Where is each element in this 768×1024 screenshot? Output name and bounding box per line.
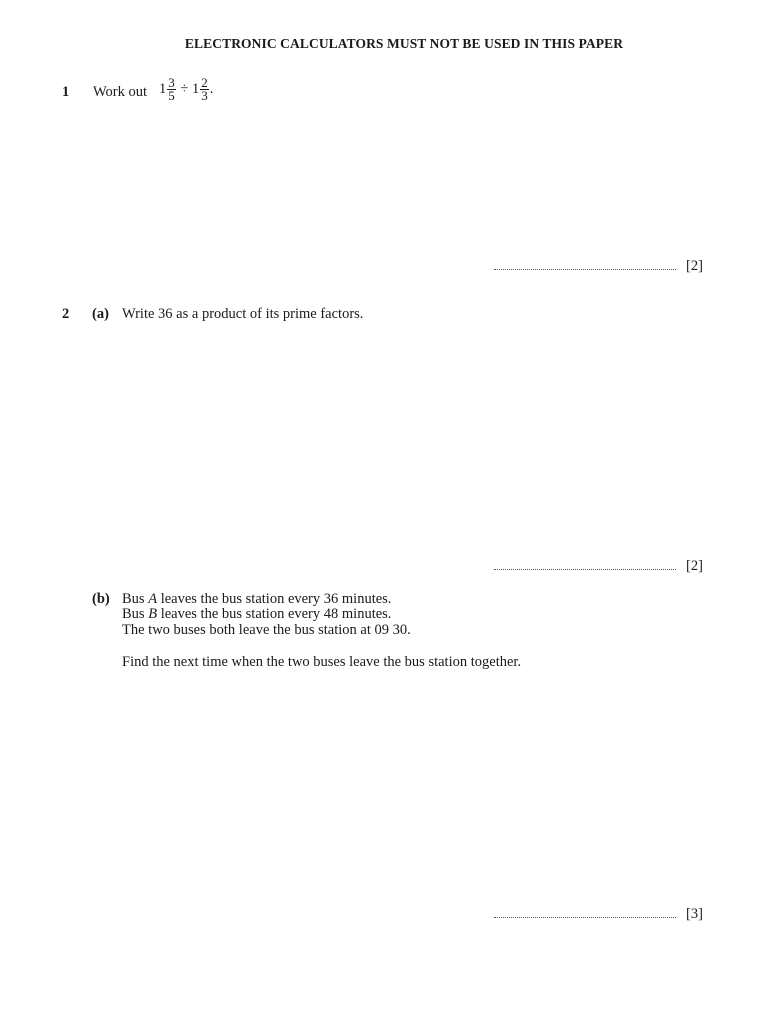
part-label-b: (b) <box>92 591 110 607</box>
marks-q2a: [2] <box>686 558 703 574</box>
whole-number-1: 1 <box>159 80 167 97</box>
marks-q2b: [3] <box>686 906 703 922</box>
answer-line-2a[interactable] <box>494 568 676 570</box>
whole-number-2: 1 <box>191 80 200 97</box>
fraction-2: $\frac{2}{3}$ <box>201 75 208 103</box>
question-2b-line-2: Bus B leaves the bus station every 48 minutes. <box>122 606 392 622</box>
question-2b-line-3: The two buses both leave the bus station at 09 30. <box>122 622 411 638</box>
answer-line-2b[interactable] <box>494 916 676 918</box>
bus-b-variable: B <box>148 606 158 622</box>
marks-q1: [2] <box>686 258 703 274</box>
answer-line-1[interactable] <box>494 268 676 270</box>
question-number-2: 2 <box>62 306 70 322</box>
question-2b-line-1: Bus A leaves the bus station every 36 minutes. <box>122 591 392 607</box>
question-number-1: 1 <box>62 84 70 100</box>
question-1-prompt: Work out <box>93 84 148 100</box>
paper-header: ELECTRONIC CALCULATORS MUST NOT BE USED IN THIS PAPER <box>184 36 624 51</box>
question-2b-instruction: Find the next time when the two buses leave the bus station together. <box>122 654 522 670</box>
full-stop: . <box>209 80 214 97</box>
question-2a-text: Write 36 as a product of its prime factors. <box>122 306 364 322</box>
part-label-a: (a) <box>92 306 109 322</box>
question-1-expression <box>159 77 213 102</box>
divide-operator: ÷ <box>180 80 189 97</box>
fraction-1: $\frac{3}{5}$ <box>168 75 175 103</box>
bus-a-variable: A <box>148 591 158 607</box>
